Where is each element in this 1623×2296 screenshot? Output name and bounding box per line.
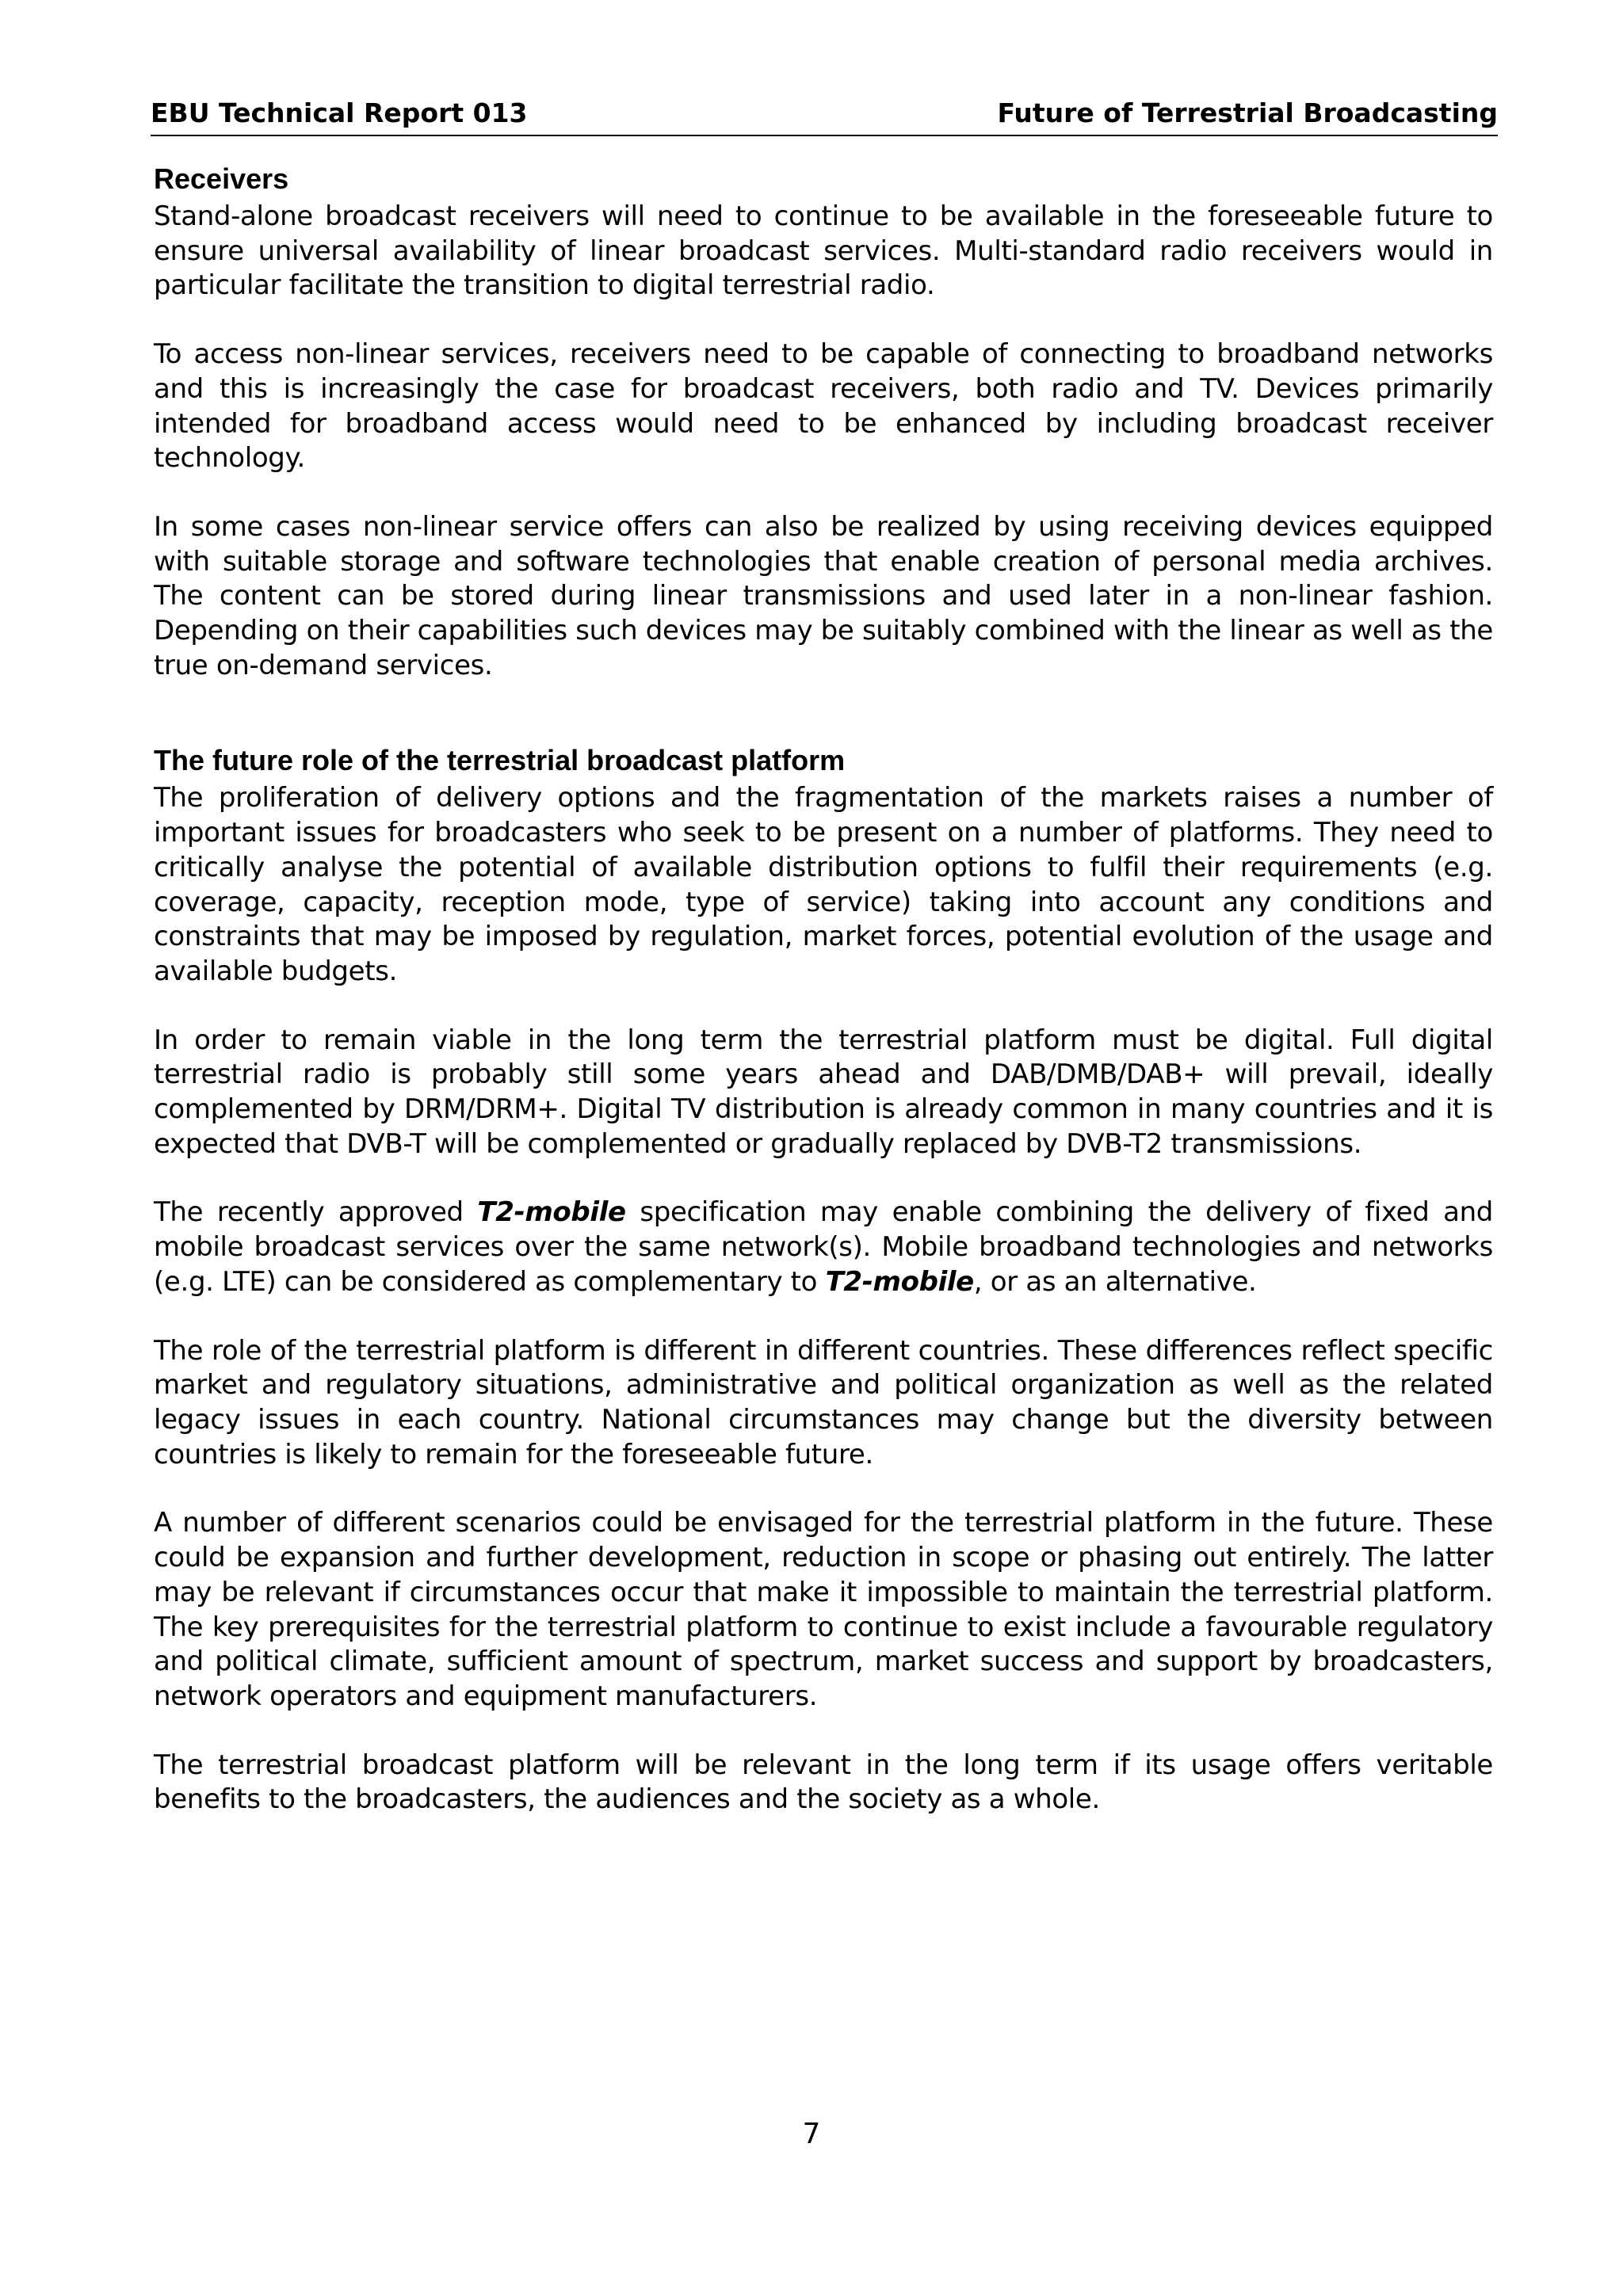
page-number: 7: [802, 2118, 821, 2150]
header-document-title: Future of Terrestrial Broadcasting: [997, 97, 1498, 128]
paragraph: Stand-alone broadcast receivers will need to continue to be available in the foreseeable future to ensure universal availability of linear broadcast services. Multi-standard radio receivers would in particular facilitate the transition to digital terrestrial radio.: [154, 200, 1493, 302]
paragraph: To access non-linear services, receivers need to be capable of connecting to broadband networks and this is increasingly the case for broadcast receivers, both radio and TV. Devices primarily intended for broadband access would need to be enhanced by including broadcast receiver technology.: [154, 338, 1493, 475]
paragraph: In order to remain viable in the long term the terrestrial platform must be digital. Full digital terrestrial radio is probably still some years ahead and DAB/DMB/DAB+ will prevail, ideally complemented by DRM/DRM+. Digital TV distribution is already common in many countries and it is expected that DVB-T will be complemented or gradually replaced by DVB-T2 transmissions.: [154, 1024, 1493, 1160]
running-header: [151, 93, 1498, 136]
text-run: , or as an alternative.: [973, 1265, 1257, 1298]
header-report-title: EBU Technical Report 013: [151, 97, 528, 128]
paragraph: A number of different scenarios could be envisaged for the terrestrial platform in the future. These could be expansion and further development, reduction in scope or phasing out entirely. The latter may be relevant if circumstances occur that make it impossible to maintain the terrestrial platform. The key prerequisites for the terrestrial platform to continue to exist include a favourable regulatory and political climate, sufficient amount of spectrum, market success and support by broadcasters, network operators and equipment manufacturers.: [154, 1507, 1493, 1712]
section-heading-receivers: Receivers: [154, 162, 289, 195]
text-run: specification may enable combining the delivery of fixed and mobile broadcast services over the same network(s). Mobile broadband technologies and networks (e.g. LTE) can be considered as complementary to: [154, 1196, 1494, 1298]
emphasis-term: T2-mobile: [477, 1196, 626, 1229]
paragraph-t2-mobile: [154, 1196, 1493, 1299]
text-run: The recently approved: [154, 1196, 478, 1229]
emphasis-term: T2-mobile: [825, 1265, 974, 1298]
section-heading-future-role: The future role of the terrestrial broadcast platform: [154, 744, 846, 777]
paragraph: The role of the terrestrial platform is different in different countries. These differences reflect specific market and regulatory situations, administrative and political organization as well as the related legacy issues in each country. National circumstances may change but the diversity between countries is likely to remain for the foreseeable future.: [154, 1334, 1493, 1470]
paragraph: In some cases non-linear service offers can also be realized by using receiving devices equipped with suitable storage and software technologies that enable creation of personal media archives. The content can be stored during linear transmissions and used later in a non-linear fashion. Depending on their capabilities such devices may be suitably combined with the linear as well as the true on-demand services.: [154, 510, 1493, 681]
main-content: [154, 158, 1493, 1817]
paragraph: The terrestrial broadcast platform will be relevant in the long term if its usage offers veritable benefits to the broadcasters, the audiences and the society as a whole.: [154, 1749, 1493, 1816]
paragraph: The proliferation of delivery options and the fragmentation of the markets raises a number of important issues for broadcasters who seek to be present on a number of platforms. They need to critically analyse the potential of available distribution options to fulfil their requirements (e.g. coverage, capacity, reception mode, type of service) taking into account any conditions and constraints that may be imposed by regulation, market forces, potential evolution of the usage and available budgets.: [154, 782, 1493, 987]
